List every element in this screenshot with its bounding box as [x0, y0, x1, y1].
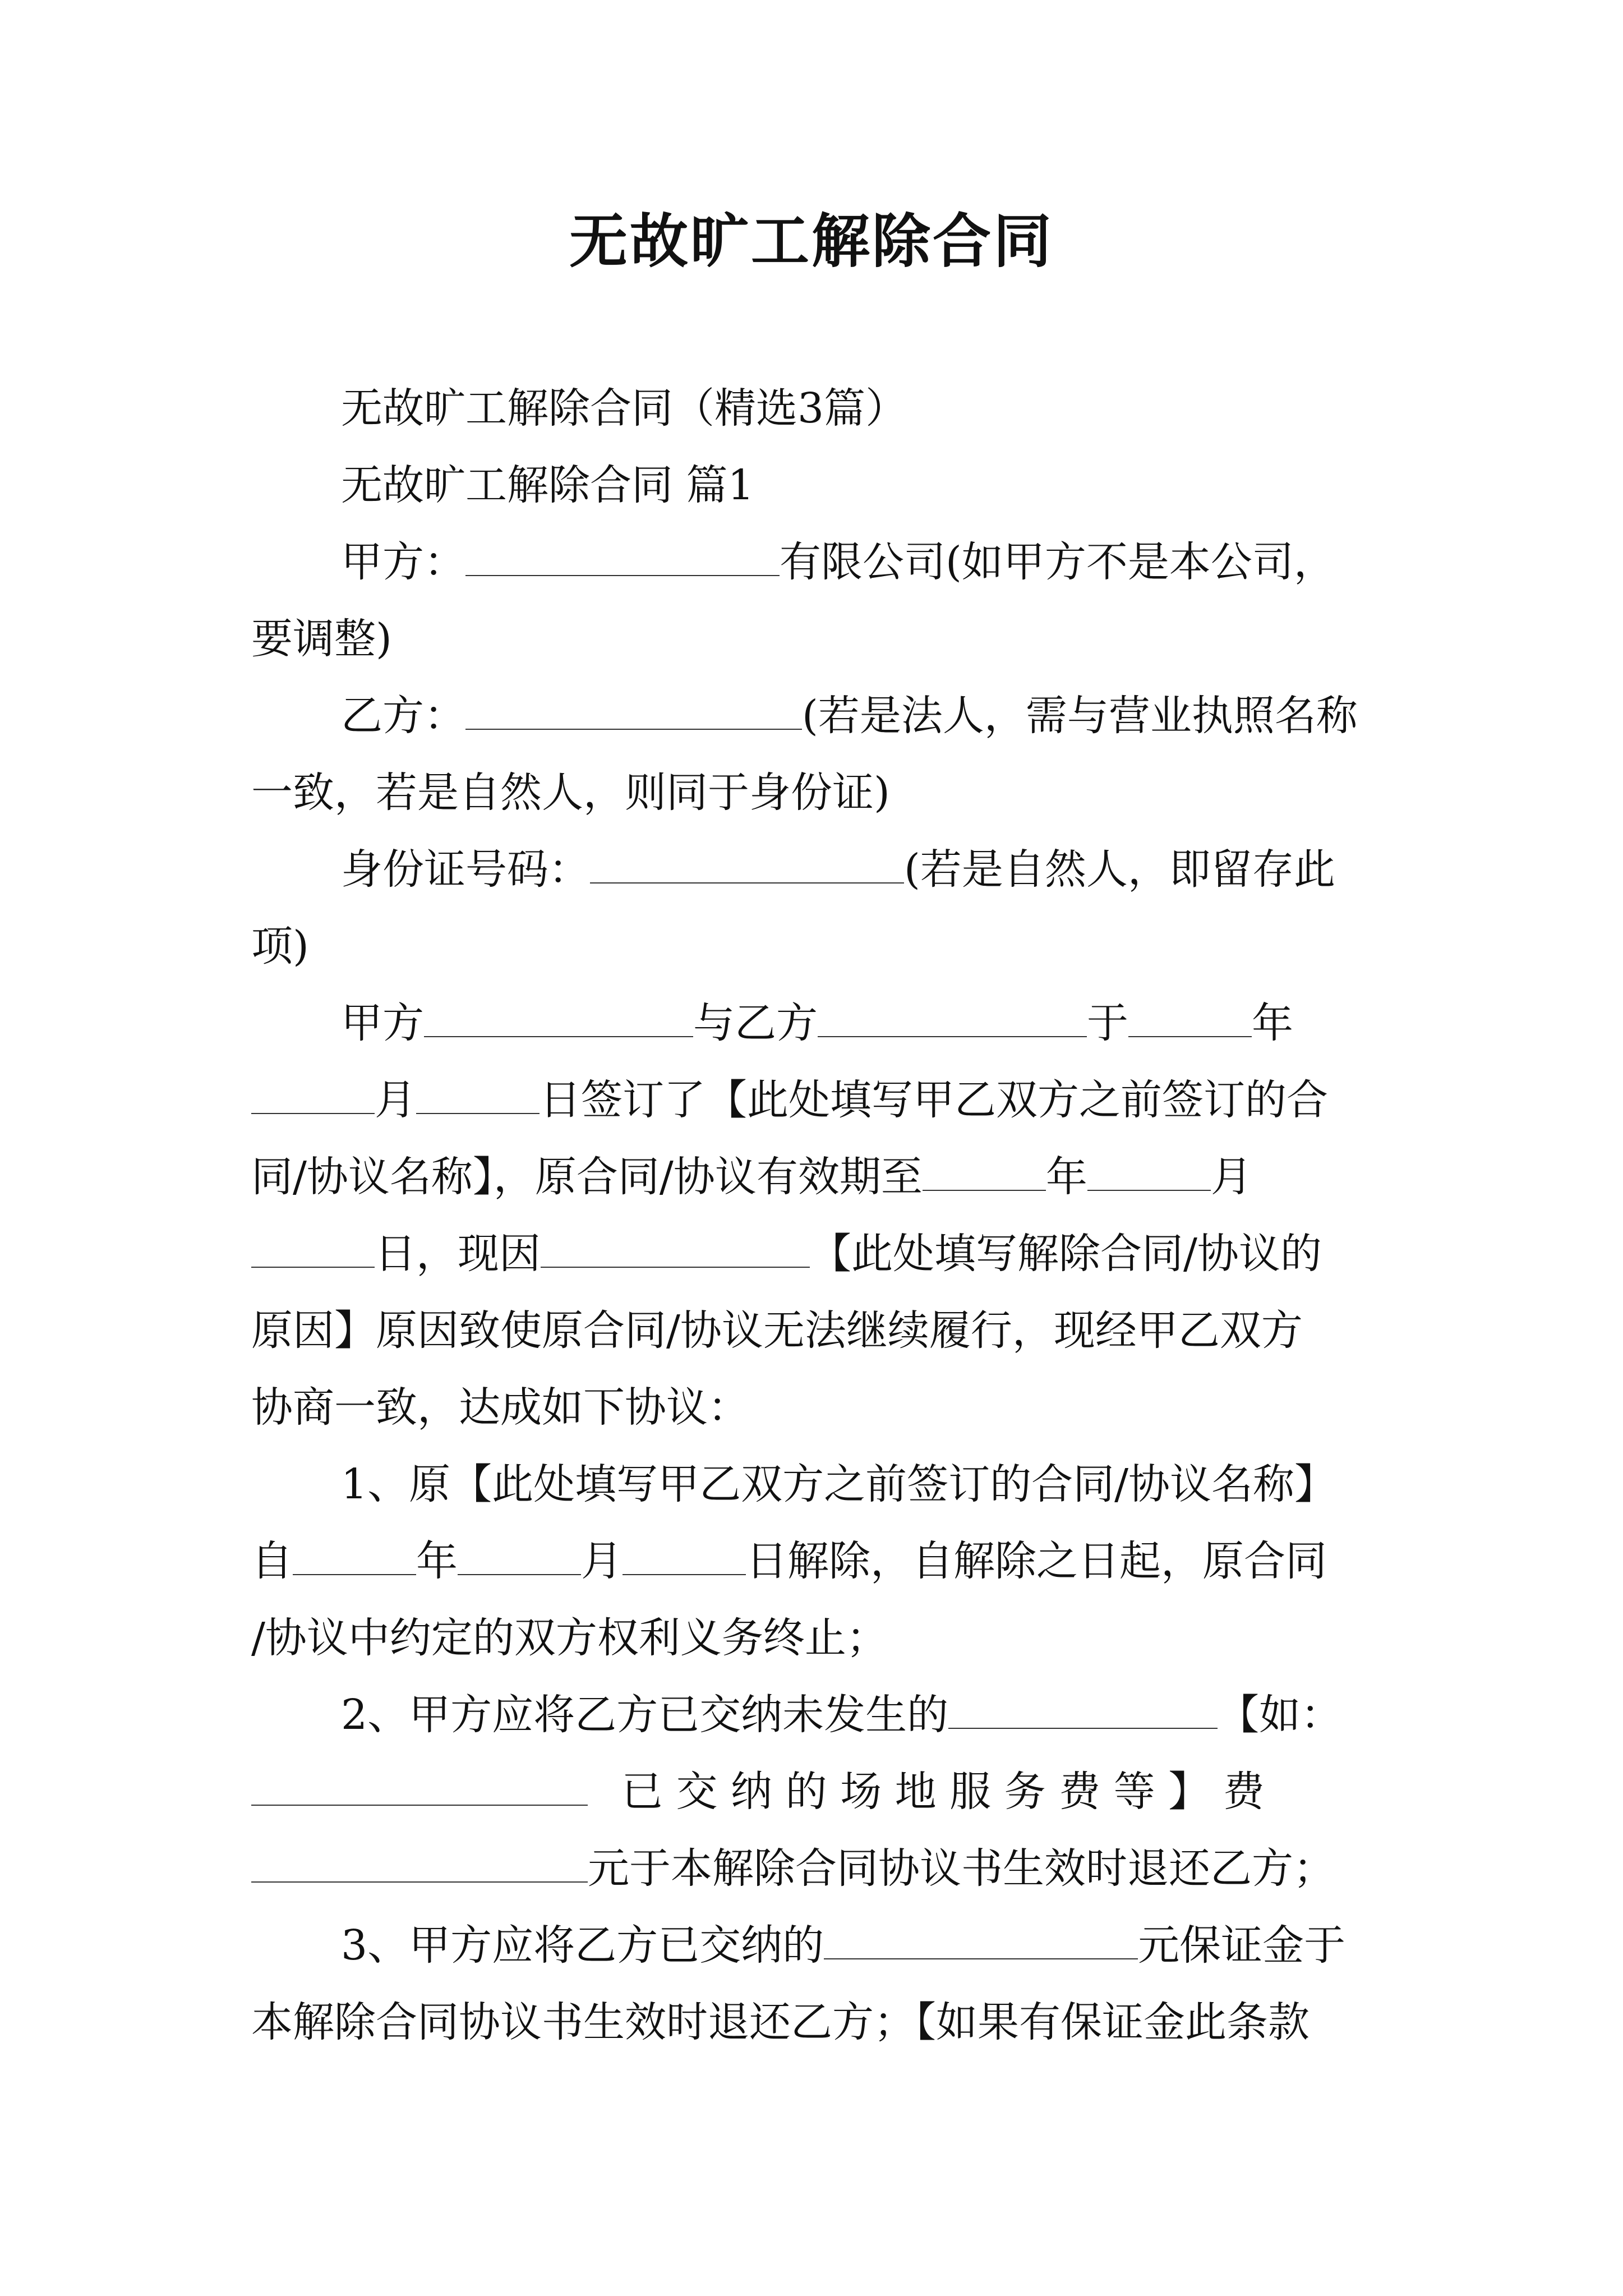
fill-blank — [251, 1233, 375, 1268]
document-title: 无故旷工解除合同 — [569, 206, 1054, 275]
fill-blank — [251, 1771, 588, 1806]
paragraph-line: 已 交 纳 的 场 地 服 务 费 等 】 费 — [251, 1754, 1378, 1830]
paragraph-line: 甲方 与乙方 于 年 — [341, 999, 1293, 1047]
fill-blank — [824, 1925, 1138, 1959]
paragraph-line: 乙方： (若是法人，需与营业执照名称 — [341, 692, 1358, 740]
paragraph-line: 一致，若是自然人，则同于身份证) — [251, 769, 890, 817]
paragraph-line: 2、甲方应将乙方已交纳未发生的 【如： — [341, 1691, 1343, 1739]
paragraph-line: 元于本解除合同协议书生效时退还乙方； — [251, 1830, 1378, 1907]
paragraph-line: 协商一致，达成如下协议： — [251, 1383, 749, 1432]
paragraph-line: 无故旷工解除合同 篇1 — [341, 461, 754, 509]
fill-blank — [251, 1079, 375, 1114]
paragraph-line: 1、原【此处填写甲乙双方之前签订的合同/协议名称】 — [341, 1460, 1336, 1508]
paragraph-line: 无故旷工解除合同（精选3篇） — [341, 384, 907, 432]
fill-blank — [923, 1156, 1046, 1191]
paragraph-line: 身份证号码： (若是自然人，即留存此 — [341, 845, 1335, 894]
fill-blank — [1087, 1156, 1211, 1191]
paragraph-line: 同/协议名称】，原合同/协议有效期至 年 月 — [251, 1153, 1252, 1201]
paragraph-line: 日，现因 【此处填写解除合同/协议的 — [251, 1216, 1378, 1292]
paragraph-line: /协议中约定的双方权利义务终止； — [251, 1614, 888, 1662]
fill-blank — [293, 1540, 416, 1575]
paragraph-line: 月 日签订了【此处填写甲乙双方之前签订的合 — [251, 1062, 1378, 1139]
paragraph-line: 要调整) — [251, 615, 392, 663]
fill-blank — [465, 695, 802, 730]
paragraph-line: 3、甲方应将乙方已交纳的 元保证金于 — [341, 1921, 1346, 1970]
paragraph-line: 本解除合同协议书生效时退还乙方；【如果有保证金此条款 — [251, 1998, 1310, 2046]
fill-blank — [1128, 1002, 1252, 1037]
paragraph-line: 原因】原因致使原合同/协议无法继续履行，现经甲乙双方 — [251, 1306, 1303, 1355]
paragraph-line: 甲方： 有限公司(如甲方不是本公司， — [341, 538, 1335, 586]
paragraph-line: 自 年 月 日解除，自解除之日起，原合同 — [251, 1537, 1327, 1585]
fill-blank — [541, 1233, 810, 1268]
fill-blank — [251, 1848, 588, 1883]
fill-blank — [424, 1002, 693, 1037]
fill-blank — [818, 1002, 1087, 1037]
document-body — [251, 370, 1378, 2061]
fill-blank — [416, 1079, 540, 1114]
fill-blank — [623, 1540, 746, 1575]
fill-blank — [465, 541, 780, 576]
fill-blank — [590, 849, 904, 884]
fill-blank — [948, 1694, 1218, 1729]
paragraph-line: 项) — [251, 922, 309, 970]
fill-blank — [458, 1540, 581, 1575]
